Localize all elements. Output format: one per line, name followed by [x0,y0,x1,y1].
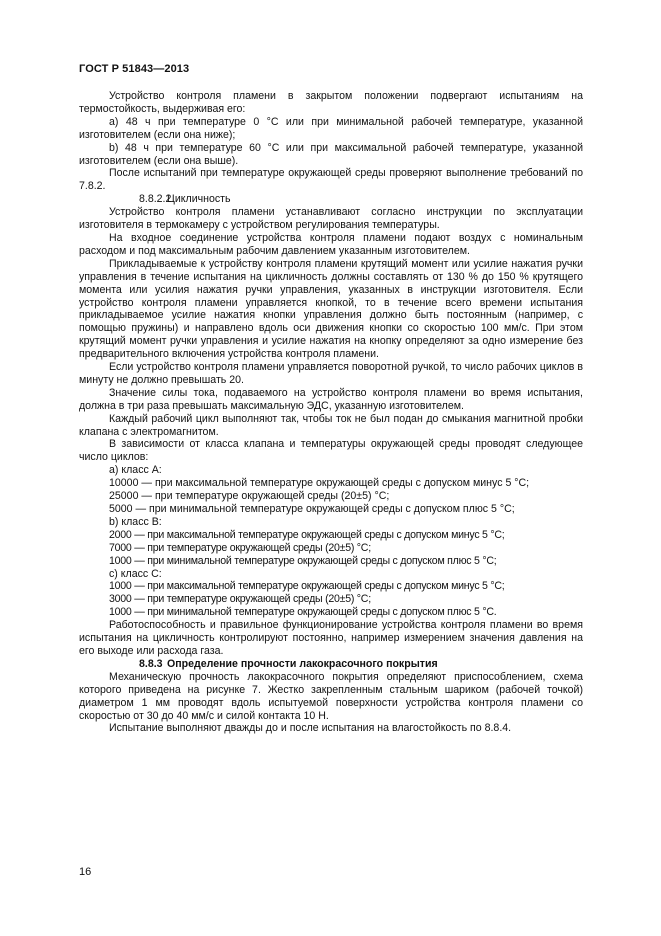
paragraph: После испытаний при температуре окружающей среды проверяют выполнение требований по 7.8.2. [79,167,583,193]
paragraph: Устройство контроля пламени устанавливают согласно инструкции по эксплуатации изготовителя в термокамеру с устройством регулирования температуры. [79,206,583,232]
paragraph: Если устройство контроля пламени управляется поворотной ручкой, то число рабочих циклов в минуту не должно превышать 20. [79,361,583,386]
paragraph: Прикладываемые к устройству контроля пламени крутящий момент или усилие нажатия ручки управления в течение испытания на цикличность должны составлять от 130 % до 150 % крутящего момента или усилия нажатия ручки управления, указанных в инструкции изготовителя. Если устройство контроля пламени управляется кнопкой, то в течение всего времени испытания прикладываемое усилие нажатия кнопки управления должно быть постоянным (например, с помощью пружины) и направлено вдоль оси движения кнопки со скоростью 100 мм/с. При этом крутящий момент ручки управления и усилие нажатия на кнопку определяют за одно измерение без предварительного включения устройства контроля пламени. [79,257,583,361]
section-heading [79,658,583,671]
paragraph: Значение силы тока, подаваемого на устройство контроля пламени во время испытания, должна в три раза превышать максимальную ЭДС, указанную изготовителем. [79,386,583,412]
list-item: b) класс В: [109,515,162,528]
list-item: 1000 — при минимальной температуре окружающей среды с допуском плюс 5 °С. [109,606,497,619]
list-item: 10000 — при максимальной температуре окружающей среды с допуском минус 5 °С; [109,477,530,490]
list-item: a) 48 ч при температуре 0 °С или при минимальной рабочей температуре, указанной изготовителем (если она ниже); [79,115,583,141]
paragraph: На входное соединение устройства контроля пламени подают воздух с номинальным расходом и под максимальным рабочим давлением указанным изготовителем. [79,231,583,257]
subsection-heading [79,193,583,206]
list-item: 1000 — при максимальной температуре окружающей среды с допуском минус 5 °С; [109,580,505,593]
paragraph: Устройство контроля пламени в закрытом положении подвергают испытаниям на термостойкость, выдерживая его: [79,90,583,115]
section-number: 8.8.3 [139,657,163,670]
list-item: b) 48 ч при температуре 60 °С или при максимальной рабочей температуре, указанной изготовителем (если она выше). [79,141,583,167]
document-body [79,90,583,735]
paragraph: В зависимости от класса клапана и температуры окружающей среды проводят следующее число циклов: [79,438,583,464]
paragraph: Работоспособность и правильное функционирование устройства контроля пламени во время испытания на цикличность контролируют постоянно, например измерением значения давления на его выходе или расхода газа. [79,619,583,657]
paragraph: Испытание выполняют дважды до и после испытания на влагостойкость по 8.8.4. [109,722,512,735]
list-item: 1000 — при минимальной температуре окружающей среды с допуском плюс 5 °С; [109,554,497,567]
list-item: 25000 — при температуре окружающей среды (20±5) °С; [109,490,390,503]
paragraph: Механическую прочность лакокрасочного покрытия определяют приспособлением, схема которого приведена на рисунке 7. Жестко закрепленным стальным шариком (рабочей точкой) диаметром 1 мм проводят вдоль испытуемой поверхности устройства контроля пламени со скоростью от 30 до 40 мм/с и силой контакта 10 Н. [79,670,583,722]
paragraph: Каждый рабочий цикл выполняют так, чтобы ток не был подан до смыкания магнитной пробки клапана с электромагнитом. [79,412,583,438]
list-item: 3000 — при температуре окружающей среды (20±5) °С; [109,593,371,606]
document-header: ГОСТ Р 51843—2013 [79,63,190,75]
page-number: 16 [79,866,92,878]
list-item: c) класс С: [109,567,162,580]
subsection-title: Цикличность [167,193,231,206]
list-item: 2000 — при максимальной температуре окружающей среды с допуском минус 5 °С; [109,528,505,541]
subsection-number: 8.8.2.2 [139,193,172,206]
list-item: 5000 — при минимальной температуре окружающей среды с допуском плюс 5 °С; [109,503,515,515]
section-title: Определение прочности лакокрасочного покрытия [167,657,438,670]
list-item: 7000 — при температуре окружающей среды (20±5) °С; [109,541,371,554]
list-item: a) класс А: [109,464,162,477]
